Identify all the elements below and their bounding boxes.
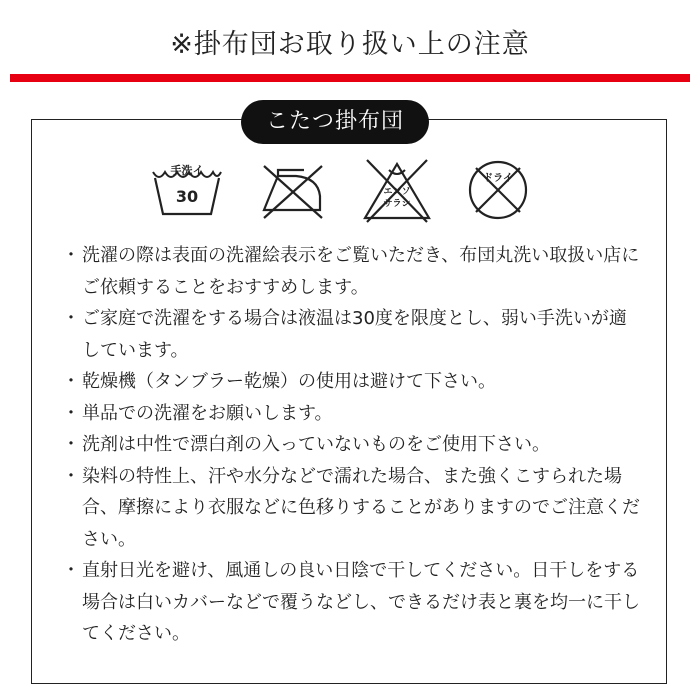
bullet: ・ [62, 560, 80, 581]
bullet: ・ [62, 402, 80, 424]
bullet: ・ [62, 245, 80, 266]
accent-divider [10, 74, 690, 82]
list-item [62, 398, 642, 430]
note-text: 洗濯の際は表面の洗濯絵表示をご覧いただき、布団丸洗い取扱い店にご依頼することをおすすめします。 [82, 245, 640, 298]
list-item [62, 240, 642, 303]
dry-clean-label: ドライ [483, 173, 513, 184]
note-text: 乾燥機（タンブラー乾燥）の使用は避けて下さい。 [82, 371, 496, 392]
bleach-label-2: サラシ [383, 199, 411, 209]
section-label: こたつ掛布団 [241, 100, 429, 144]
bullet: ・ [62, 308, 80, 329]
no-bleach-icon [357, 150, 437, 230]
page-title: ※掛布団お取り扱い上の注意 [170, 29, 530, 60]
list-item [62, 555, 642, 650]
bullet: ・ [62, 434, 80, 455]
hand-wash-temp: 30 [175, 187, 199, 206]
care-notes-list [62, 240, 642, 650]
bleach-label-1: エンソ [383, 187, 411, 197]
no-iron-icon [252, 150, 332, 230]
note-text: 洗剤は中性で漂白剤の入っていないものをご使用下さい。 [82, 434, 550, 455]
hand-wash-label: 手洗イ [170, 164, 204, 177]
no-dry-clean-icon [458, 150, 538, 230]
hand-wash-30-icon [147, 150, 227, 230]
bullet: ・ [62, 371, 80, 392]
list-item [62, 461, 642, 556]
note-text: 直射日光を避け、風通しの良い日陰で干してください。日干しをする場合は白いカバーなどで覆うなどし、できるだけ表と裏を均一に干してください。 [82, 560, 640, 644]
note-text: 染料の特性上、汗や水分などで濡れた場合、また強くこすられた場合、摩擦により衣服などに色移りすることがありますのでご注意ください。 [82, 465, 640, 550]
list-item [62, 303, 642, 366]
list-item [62, 429, 642, 461]
bullet: ・ [62, 465, 80, 487]
list-item [62, 366, 642, 398]
note-text: ご家庭で洗濯をする場合は液温は30度を限度とし、弱い手洗いが適しています。 [82, 308, 627, 361]
care-icons-row [0, 150, 700, 230]
note-text: 単品での洗濯をお願いします。 [82, 402, 333, 424]
